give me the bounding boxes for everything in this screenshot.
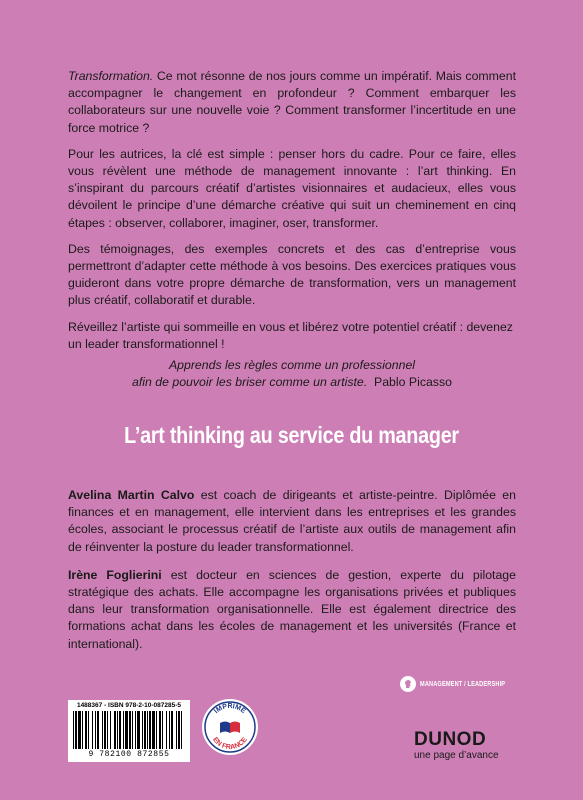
author-1-text: est coach de dirigeants et artiste-peintre. Diplômée en finances et en management, elle intervient dans les entreprises et les grandes écoles, associant le processus créatif de l’artiste aux outils de management afin de réinventer la posture du leader transformationnel. — [68, 488, 516, 554]
publisher-tagline: une page d’avance — [414, 750, 499, 761]
isbn-barcode — [68, 700, 190, 762]
author-bio-2 — [68, 567, 516, 653]
back-cover-blurb — [68, 68, 516, 362]
blurb-paragraph-1 — [68, 68, 516, 137]
blurb-paragraph-1-text: Ce mot résonne de nos jours comme un impératif. Mais comment accompagner le changement en profondeur ? Comment embarquer les collaborateurs sur une nouvelle voie ? Comment transformer l’incertitude en une force motrice ? — [68, 69, 516, 135]
isbn-text: 1488367 - ISBN 978-2-10-087285-5 — [76, 702, 182, 709]
blurb-paragraph-3: Des témoignages, des exemples concrets et des cas d’entreprise vous permettront d’adapter cette méthode à vos besoins. Des exercices pratiques vous guideront dans votre propre démarche de transformation, vers un management plus créatif, collaboratif et durable. — [68, 241, 516, 308]
seal-top-text: IMPRIMÉ — [213, 703, 247, 716]
book-icon — [220, 722, 240, 734]
quote-line-2-row — [68, 374, 516, 391]
quote-line-1: Apprends les règles comme un professionnel — [168, 358, 416, 372]
barcode-digits: 9 782100 872855 — [88, 750, 170, 759]
author-2-text: est docteur en sciences de gestion, experte du pilotage stratégique des achats. Elle accompagne les organisations privées et publiques dans leur transformation organisationnelle. Elle est également directrice des formations achat dans les écoles de management et les universités (France et international). — [68, 567, 516, 651]
series-badge — [400, 676, 527, 692]
publisher-logo — [414, 730, 514, 762]
author-2-name: Irène Foglierini — [68, 567, 162, 582]
barcode-bars — [71, 711, 187, 749]
blurb-paragraph-4: Réveillez l’artiste qui sommeille en vous et libérez votre potentiel créatif : devenez un leader transformationnel ! — [68, 319, 513, 351]
blurb-paragraph-2: Pour les autrices, la clé est simple : penser hors du cadre. Pour ce faire, elles vous révèlent une méthode de management innovante : l’art thinking. En s’inspirant du parcours créatif d’artistes visionnaires et audacieux, elles vous dévoilent le principe d’une démarche créative qui suit un cheminement en cinq étapes : observer, collaborer, imaginer, oser, transformer. — [68, 146, 516, 230]
quote-line-2: afin de pouvoir les briser comme un artiste. — [132, 375, 368, 390]
author-1-name: Avelina Martin Calvo — [68, 488, 195, 502]
epigraph-quote — [68, 357, 516, 391]
author-bios — [68, 487, 516, 664]
series-label: MANAGEMENT / LEADERSHIP — [420, 680, 506, 688]
imprime-en-france-seal — [201, 698, 259, 756]
publisher-name: DUNOD — [414, 729, 487, 750]
book-headline: L’art thinking au service du manager — [124, 422, 459, 448]
bulb-head-icon — [400, 676, 416, 692]
author-bio-1 — [68, 487, 516, 556]
blurb-lead-word: Transformation. — [68, 69, 154, 83]
quote-author: Pablo Picasso — [374, 375, 452, 390]
seal-bottom-text: EN FRANCE — [211, 736, 249, 752]
